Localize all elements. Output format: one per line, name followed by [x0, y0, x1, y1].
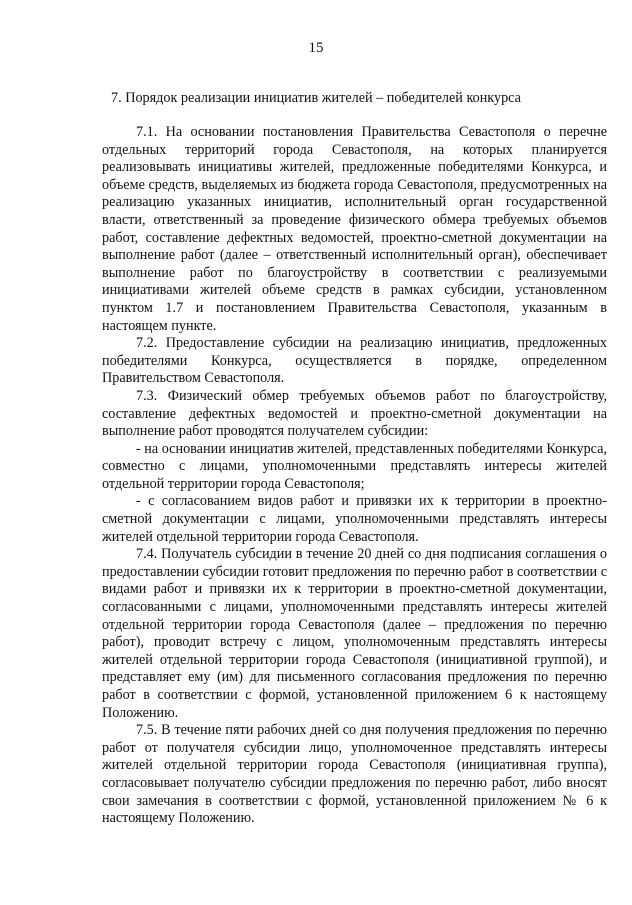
- section-title: 7. Порядок реализации инициатив жителей – победителей конкурса: [111, 90, 521, 106]
- paragraph-7-1: 7.1. На основании постановления Правительства Севастополя о перечне отдельных территорий города Севастополя, на которых планируется реализовывать инициативы жителей, предложенные победителями Конкурса, и объеме средств, выделяемых из бюджета города Севастополя, предусмотренных на реализацию указанных инициатив, исполнительный орган государственной власти, ответственный за проведение физического обмера требуемых объемов работ, составление дефектных ведомостей, проектно-сметной документации на выполнение работ (далее – ответственный исполнительный орган), обеспечивает выполнение работ по благоустройству в соответствии с реализуемыми инициативами жителей объеме средств в рамках субсидии, установленном пунктом 1.7 и постановлением Правительства Севастополя, указанным в настоящем пункте.: [102, 124, 607, 334]
- paragraph-7-3: 7.3. Физический обмер требуемых объемов работ по благоустройству, составление дефектных ведомостей и проектно-сметной документации на выполнение работ проводятся получателем субсидии:: [102, 387, 607, 440]
- list-item-7-3-b: - с согласованием видов работ и привязки их к территории в проектно-сметной документации с лицами, уполномоченными представлять интересы жителей отдельной территории города Севастополя.: [102, 493, 607, 545]
- paragraph-7-5: 7.5. В течение пяти рабочих дней со дня получения предложения по перечню работ от получателя субсидии лицо, уполномоченное представлять интересы жителей отдельной территории города Севастополя (инициативная группа), согласовывает получателю субсидии предложения по перечню работ, либо вносят свои замечания в соответствии с формой, установленной приложением № 6 к настоящему Положению.: [102, 722, 607, 827]
- body-text: [102, 124, 607, 828]
- paragraph-7-2: 7.2. Предоставление субсидии на реализацию инициатив, предложенных победителями Конкурса, осуществляется в порядке, определенном Правительством Севастополя.: [102, 335, 607, 387]
- list-item-7-3-a: - на основании инициатив жителей, представленных победителями Конкурса, совместно с лицами, уполномоченными представлять интересы жителей отдельной территории города Севастополя;: [102, 440, 607, 492]
- paragraph-7-4: 7.4. Получатель субсидии в течение 20 дней со дня подписания соглашения о предоставлении субсидии готовит предложения по перечню работ в соответствии с видами работ и привязки их к территории в проектно-сметной документации, согласованными с лицами, уполномоченными представлять интересы жителей отдельной территории города Севастополя (далее – предложения по перечню работ), проводит встречу с лицом, уполномоченным представлять интересы жителей отдельной территории города Севастополя (инициативной группой), и представляет ему (им) для письменного согласования предложения по перечню работ в соответствии с формой, установленной приложением 6 к настоящему Положению.: [102, 546, 607, 721]
- page-number: 15: [308, 40, 324, 56]
